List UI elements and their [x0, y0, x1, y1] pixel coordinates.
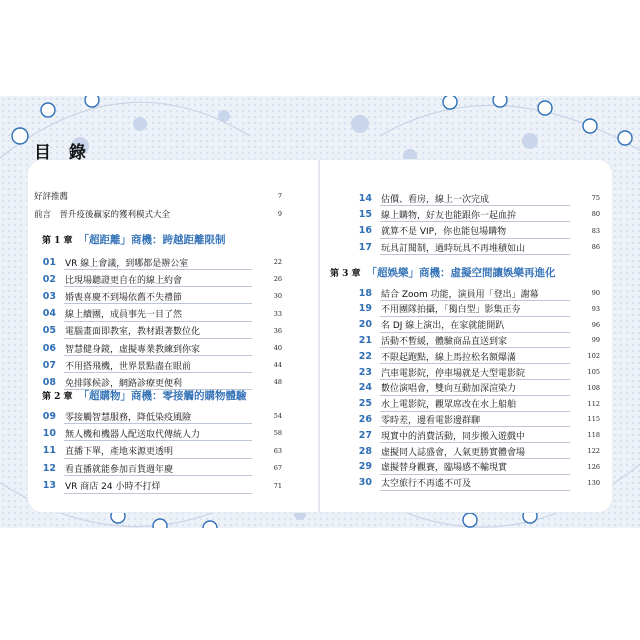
toc-page-number: 36 [273, 326, 282, 335]
toc-entry-title: 不用搭飛機，世界景點盡在眼前 [65, 361, 192, 372]
chapter-label: 第 3 章 [330, 269, 361, 279]
toc-entry-number: 29 [358, 461, 372, 473]
toc-entry-underline [64, 355, 252, 356]
toc-entry-title: 零時差，邊看電影邊群聊 [381, 415, 481, 426]
toc-page-number: 93 [591, 304, 600, 313]
toc-entry-number: 12 [42, 462, 56, 474]
toc-page-number: 99 [591, 336, 600, 345]
toc-entry-title: 就算不是 VIP，你也能包場購物 [381, 227, 507, 238]
toc-entry-title: 玩具訂閱制，過時玩具不再堆積如山 [381, 243, 526, 254]
toc-entry-underline [64, 321, 252, 322]
toc-page-number: 122 [587, 447, 600, 455]
chapter-3-heading[interactable] [330, 265, 556, 280]
toc-entry-number: 30 [358, 477, 372, 489]
toc-page-number: 30 [273, 292, 282, 301]
toc-entry-number: 28 [358, 445, 372, 457]
toc-entry-underline [64, 458, 252, 459]
toc-entry-number: 17 [358, 241, 372, 253]
toc-entry-title: 太空旅行不再遙不可及 [381, 479, 472, 490]
toc-entry-number: 01 [42, 256, 56, 268]
toc-entry-title: 水上電影院，觀眾席改在水上船舶 [381, 400, 517, 411]
toc-entry-row[interactable] [350, 411, 600, 427]
toc-entry-title: 電腦畫面即教室，教材跟著數位化 [65, 327, 201, 338]
toc-intro-row[interactable] [34, 188, 282, 204]
toc-page-number: 67 [273, 464, 282, 473]
toc-entry-row[interactable] [34, 408, 282, 424]
toc-entry-title: 名 DJ 線上演出，在家就能開趴 [381, 321, 505, 332]
toc-page-number: 22 [273, 258, 282, 266]
toc-entry-title: VR 商店 24 小時不打烊 [65, 482, 161, 493]
toc-entry-underline [64, 286, 252, 287]
toc-entry-number: 04 [42, 308, 56, 320]
toc-page-number: 58 [273, 429, 282, 438]
toc-entry-number: 13 [42, 480, 56, 492]
toc-entry-number: 08 [42, 376, 56, 388]
toc-page-number: 40 [273, 344, 282, 352]
chapter-label: 第 1 章 [42, 236, 73, 246]
toc-entry-number: 11 [42, 445, 56, 457]
toc-intro-row[interactable] [34, 206, 282, 222]
toc-entry-row[interactable] [34, 425, 282, 441]
toc-entry-row[interactable] [34, 271, 282, 287]
toc-entry-number: 24 [358, 382, 372, 394]
toc-page-number: 33 [273, 309, 282, 318]
toc-entry-row[interactable] [350, 301, 600, 317]
toc-entry-number: 06 [42, 342, 56, 354]
toc-entry-title: 不用團隊拍攝，「獨白型」影集正夯 [381, 305, 521, 316]
toc-entry-row[interactable] [350, 332, 600, 348]
toc-page-number: 90 [591, 289, 600, 297]
toc-entry-title: 婚喪喜慶不到場依舊不失禮節 [65, 292, 183, 303]
toc-entry-title: 數位演唱會，雙向互動加深渲染力 [381, 384, 517, 395]
toc-entry-title: 零接觸智慧服務，降低染疫風險 [65, 412, 192, 423]
toc-entry-underline [64, 423, 252, 424]
toc-entry-title: 無人機和機器人配送取代傳統人力 [65, 429, 201, 440]
toc-entry-title: 汽車電影院，停車場就是大型電影院 [381, 368, 526, 379]
toc-entry-title: 估價、看房，線上一次完成 [381, 194, 490, 205]
toc-page-number: 126 [587, 462, 600, 471]
toc-entry-row[interactable] [34, 254, 282, 270]
toc-page-number: 102 [587, 352, 600, 361]
toc-page-number: 75 [591, 194, 600, 202]
toc-entry-title: 線上購物，好友也能跟你一起血拚 [381, 210, 517, 221]
toc-entry-number: 19 [358, 303, 372, 315]
toc-entry-row[interactable] [34, 288, 282, 304]
toc-entry-number: 27 [358, 429, 372, 441]
chapter-title: 「超娛樂」商機：虛擬空間讓娛樂再進化 [366, 267, 556, 279]
toc-entry-underline [64, 440, 252, 441]
toc-entry-underline [64, 493, 252, 494]
toc-entry-number: 07 [42, 359, 56, 371]
toc-entry-underline [64, 372, 252, 373]
toc-page-number: 63 [273, 446, 282, 455]
toc-page-number: 54 [273, 412, 282, 420]
toc-entry-row[interactable] [34, 323, 282, 339]
toc-page-number: 118 [587, 431, 600, 440]
toc-page-number: 115 [587, 415, 600, 424]
toc-entry-title: 看直播就能參加百貨週年慶 [65, 464, 174, 475]
toc-entry-title: 虛擬替身觀賽，臨場感不輸現實 [381, 463, 508, 474]
book-gutter [318, 160, 320, 512]
toc-entry-title: 虛擬同人誌盛會，人氣更勝實體會場 [381, 447, 526, 458]
toc-entry-number: 23 [358, 366, 372, 378]
toc-entry-number: 16 [358, 225, 372, 237]
toc-entry-title: 好評推薦 [34, 192, 69, 202]
toc-entry-number: 09 [42, 410, 56, 422]
toc-entry-row[interactable] [34, 443, 282, 459]
toc-page-number: 71 [273, 481, 282, 490]
toc-entry-number: 20 [358, 319, 372, 331]
toc-entry-title: 前言 晉升疫後贏家的獲利模式大全 [34, 210, 171, 220]
chapter-title: 「超距離」商機：跨越距離限制 [78, 234, 226, 246]
toc-page-number: 96 [591, 320, 600, 329]
toc-entry-row[interactable] [350, 206, 600, 222]
toc-entry-underline [64, 475, 252, 476]
toc-entry-row[interactable] [350, 348, 600, 364]
toc-page-number: 112 [587, 399, 600, 408]
toc-entry-row[interactable] [34, 357, 282, 373]
toc-page-number: 130 [587, 478, 600, 487]
toc-entry-number: 03 [42, 290, 56, 302]
toc-page-number: 105 [587, 368, 600, 376]
toc-page-number: 7 [277, 192, 282, 200]
toc-entry-title: 線上續團，成員事先一目了然 [65, 310, 183, 321]
toc-entry-title: 比現場聽證更自在的線上約會 [65, 275, 183, 286]
toc-entry-number: 10 [42, 427, 56, 439]
toc-entry-row[interactable] [350, 364, 600, 380]
toc-entry-row[interactable] [350, 459, 600, 475]
toc-entry-number: 05 [42, 325, 56, 337]
toc-title: 目 錄 [34, 143, 92, 163]
toc-entry-title: 現實中的消費活動，同步搬入遊戲中 [381, 431, 526, 442]
toc-entry-underline [380, 254, 570, 255]
toc-entry-row[interactable] [350, 396, 600, 412]
toc-entry-row[interactable] [350, 380, 600, 396]
toc-page-number: 86 [591, 243, 600, 252]
toc-entry-row[interactable] [34, 478, 282, 494]
toc-entry-number: 22 [358, 350, 372, 362]
chapter-2-heading[interactable] [42, 388, 247, 403]
toc-entry-underline [64, 338, 252, 339]
toc-entry-underline [380, 490, 570, 491]
toc-entry-title: 活動不暫緩，體驗商品直送到家 [381, 336, 508, 347]
toc-entry-underline [64, 303, 252, 304]
toc-entry-row[interactable] [350, 475, 600, 491]
toc-page-number: 44 [273, 361, 282, 370]
toc-entry-title: 不限起跑點，線上馬拉松名額爆滿 [381, 352, 517, 363]
toc-entry-title: VR 線上會議，到哪都是辦公室 [65, 258, 189, 269]
toc-entry-title: 智慧健身鏡，虛擬專業教練到你家 [65, 344, 201, 355]
toc-page-number: 26 [273, 275, 282, 284]
toc-entry-number: 25 [358, 398, 372, 410]
toc-entry-row[interactable] [350, 190, 600, 206]
toc-entry-row[interactable] [350, 239, 600, 255]
toc-entry-number: 26 [358, 413, 372, 425]
toc-entry-title: 直播下單，產地來源更透明 [65, 447, 174, 458]
toc-page-number: 9 [277, 210, 282, 218]
toc-entry-row[interactable] [34, 340, 282, 356]
toc-entry-row[interactable] [34, 460, 282, 476]
toc-entry-row[interactable] [350, 223, 600, 239]
toc-entry-number: 15 [358, 208, 372, 220]
toc-entry-row[interactable] [350, 443, 600, 459]
toc-page-number: 83 [591, 226, 600, 235]
toc-entry-row[interactable] [350, 317, 600, 333]
toc-entry-row[interactable] [34, 306, 282, 322]
toc-entry-number: 18 [358, 287, 372, 299]
toc-entry-number: 14 [358, 192, 372, 204]
toc-entry-row[interactable] [350, 427, 600, 443]
chapter-label: 第 2 章 [42, 392, 73, 402]
toc-page-number: 48 [273, 378, 282, 387]
chapter-title: 「超購物」商機：零接觸的購物體驗 [78, 390, 247, 402]
toc-entry-title: 結合 Zoom 功能，演員用「登出」謝幕 [381, 289, 539, 300]
toc-entry-title: 免排隊候診，網路診療更便利 [65, 378, 183, 389]
chapter-1-heading[interactable] [42, 232, 226, 247]
toc-entry-underline [64, 269, 252, 270]
toc-entry-number: 02 [42, 273, 56, 285]
toc-page-number: 108 [587, 383, 600, 392]
toc-entry-number: 21 [358, 334, 372, 346]
toc-entry-row[interactable] [350, 285, 600, 301]
toc-page-number: 80 [591, 210, 600, 219]
